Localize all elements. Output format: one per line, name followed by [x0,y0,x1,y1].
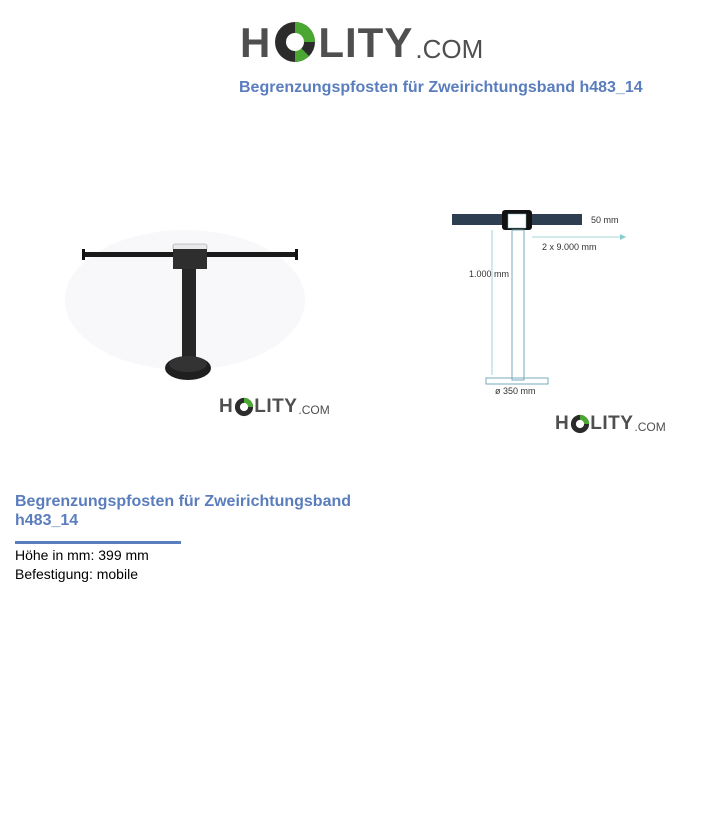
dim-top-label: 50 mm [591,215,619,225]
logo-o-icon [273,20,317,64]
logo-suffix: .COM [415,34,484,64]
spec-label: Höhe in mm [15,547,91,563]
technical-drawing [440,200,680,410]
dim-height-label: 1.000 mm [469,269,510,279]
spec-list [15,546,149,584]
logo-letter-h: H [240,19,272,66]
spec-label: Befestigung [15,566,89,582]
spec-height: Höhe in mm: 399 mm [15,547,149,563]
dim-belt-label: 2 x 9.000 mm [542,242,597,252]
spec-value: mobile [96,566,138,582]
drawing-watermark: H LITY .COM [555,413,666,434]
product-photo [60,190,350,430]
watermark-o-icon [234,397,254,417]
page-title: Begrenzungspfosten für Zweirichtungsband h483_14 [239,79,643,96]
brand-logo [240,12,483,64]
watermark-o-icon [570,414,590,434]
title-divider [15,541,181,544]
product-title: Begrenzungspfosten für Zweirichtungsband h483_14 [15,493,352,529]
logo-word: LITY [318,19,414,66]
dim-base-label: ø 350 mm [495,386,536,396]
photo-watermark: H LITY .COM [219,396,330,417]
spec-value: 399 mm [98,547,149,563]
spec-mounting: Befestigung: mobile [15,566,138,582]
